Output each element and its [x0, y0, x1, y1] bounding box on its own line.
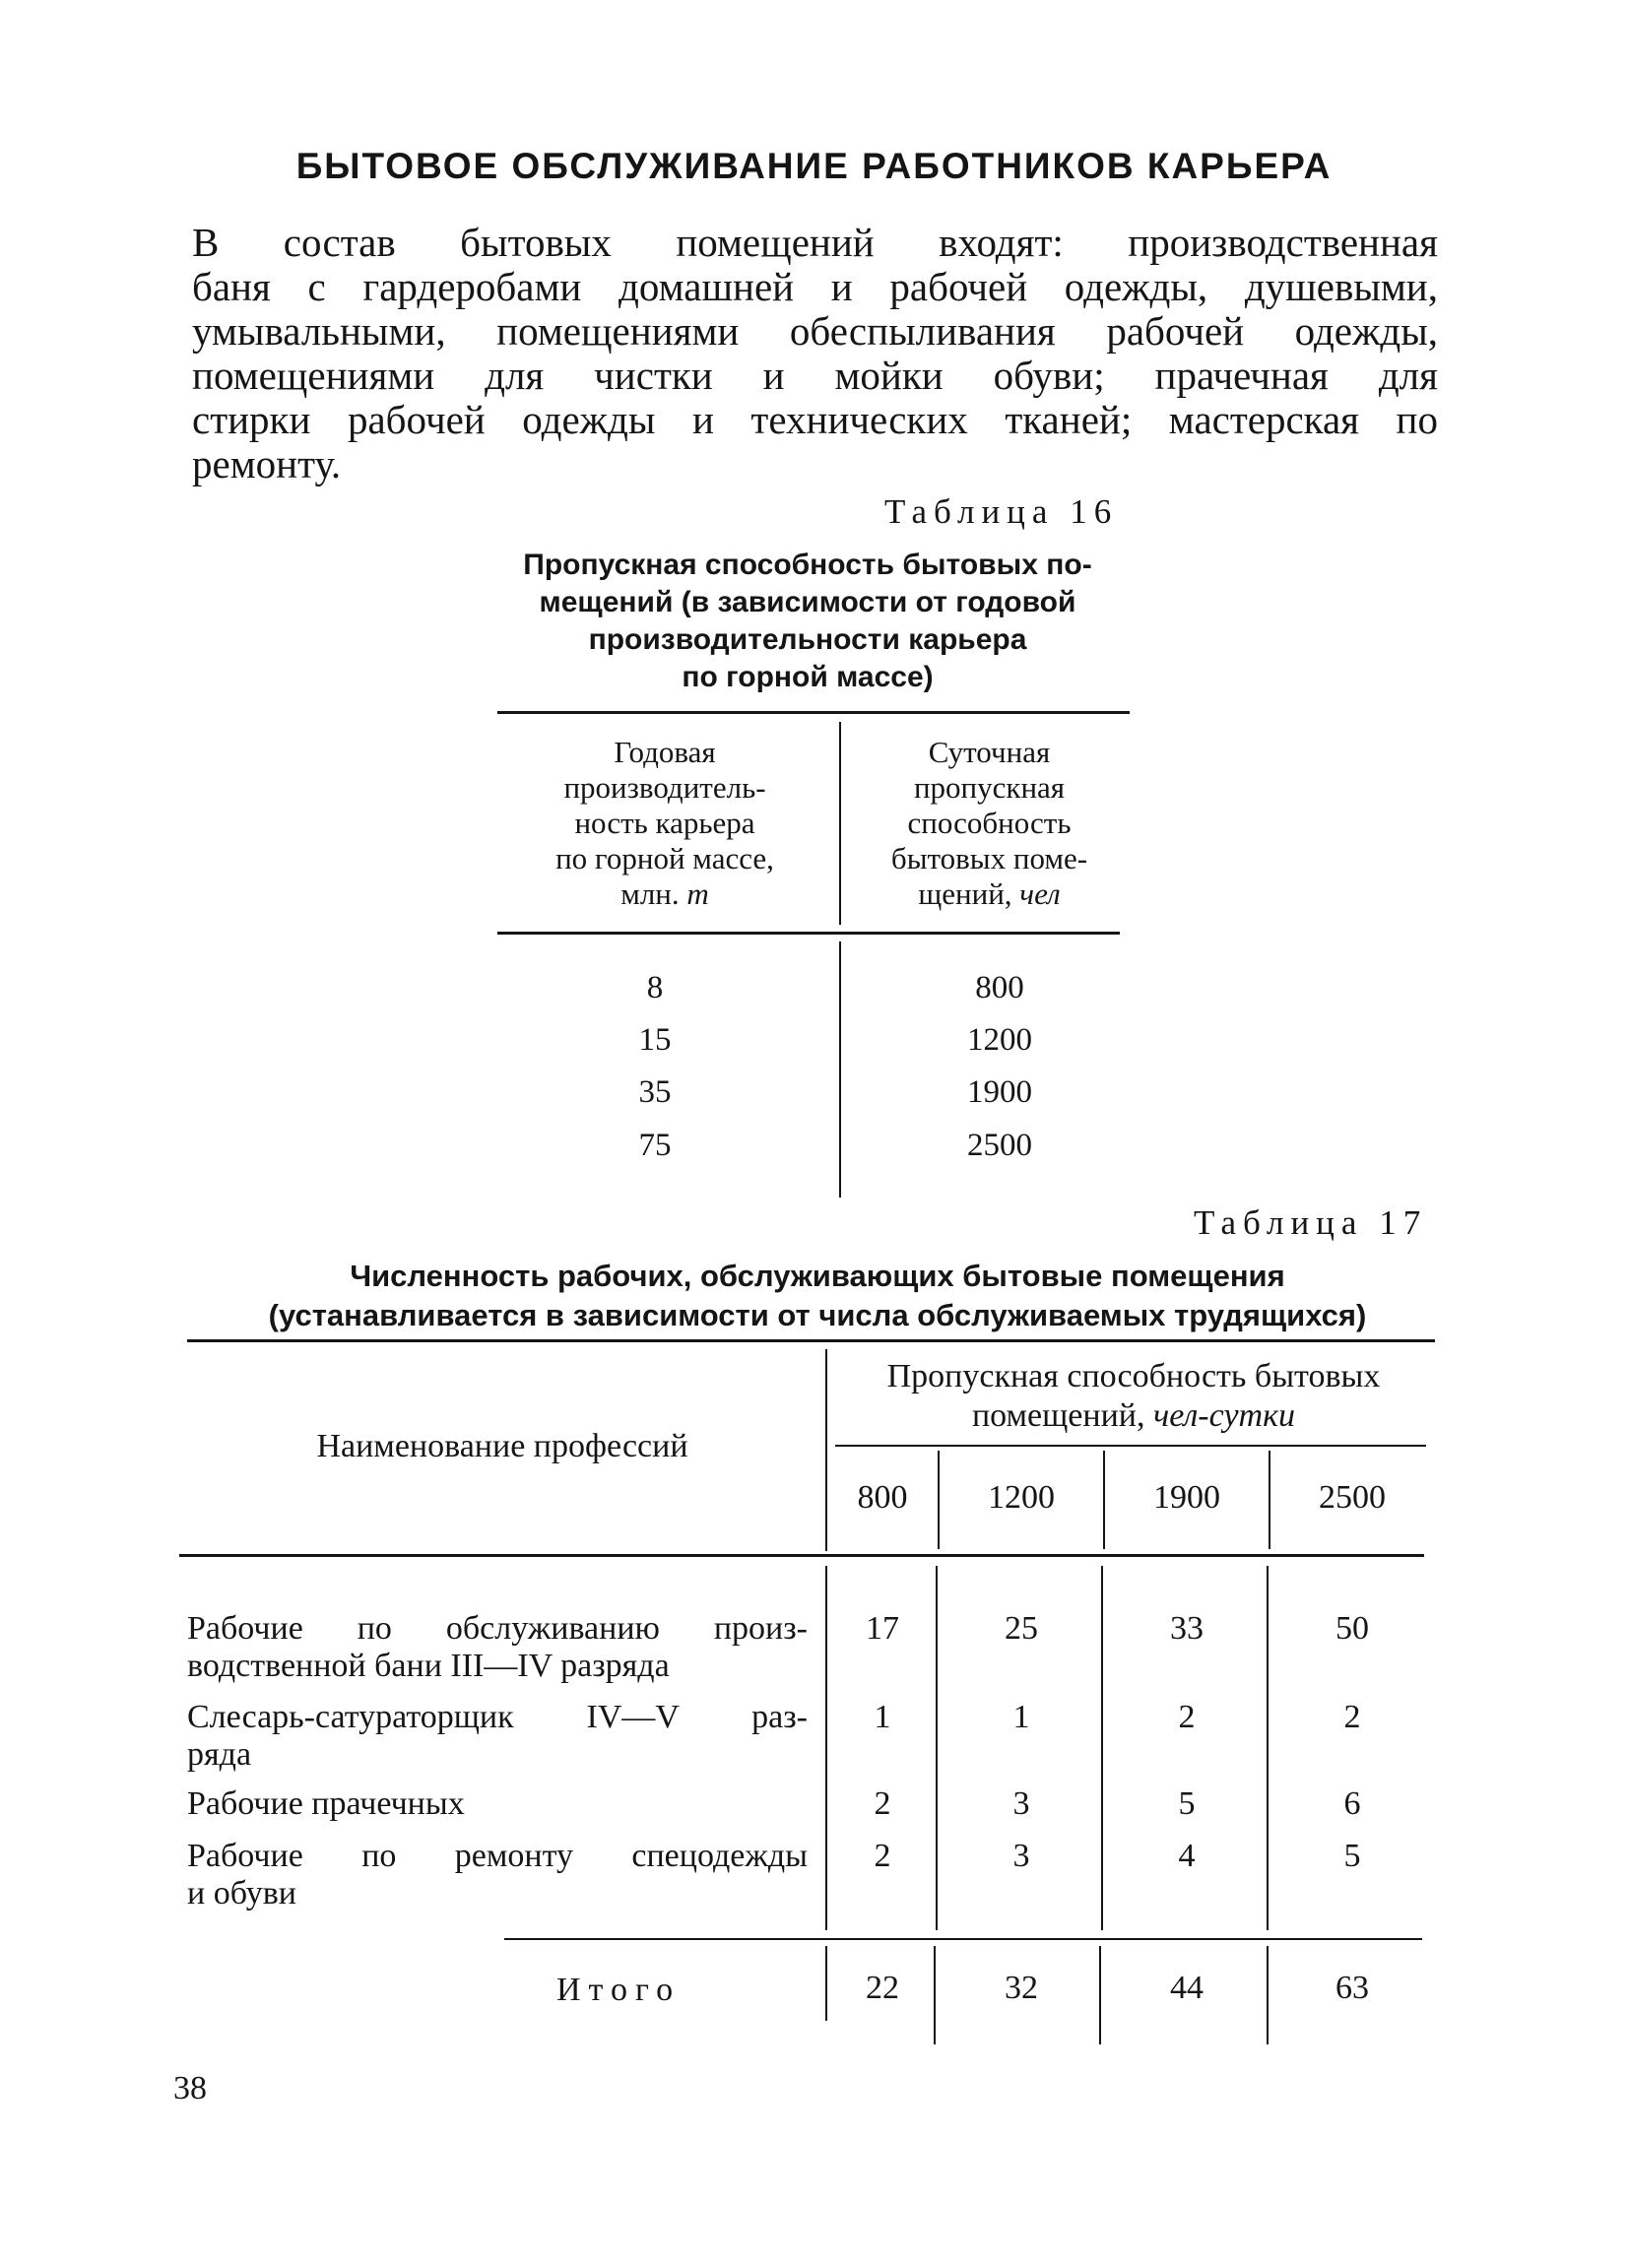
caption-line: мещений (в зависимости от годовой	[539, 586, 1076, 618]
unit-prefix: млн.	[620, 876, 680, 911]
table17-row-label	[187, 1838, 808, 1912]
header-line: производитель-	[563, 770, 766, 805]
table17-total-cell: 44	[1170, 1970, 1204, 2006]
caption-line: (устанавливается в зависимости от числа обслуживаемых трудящихся)	[268, 1298, 1367, 1332]
table17-profession-header: Наименование профессий	[316, 1428, 688, 1464]
header-line	[849, 876, 1130, 912]
caption-line: Численность рабочих, обслуживающих бытовые помещения	[350, 1259, 1285, 1293]
label-line: Рабочие по обслуживанию произ-	[187, 1610, 808, 1647]
table16-col2-header	[849, 735, 1130, 912]
table17-cell: 50	[1335, 1610, 1369, 1647]
label-line: Рабочие по ремонту спецодежды	[187, 1838, 808, 1874]
table17-header-rule	[179, 1554, 1424, 1557]
caption-line: Пропускная способность бытовых по-	[523, 549, 1092, 581]
header-line: ность карьера	[574, 806, 755, 840]
label-line: Рабочие прачечных	[187, 1785, 465, 1822]
table17-caption	[158, 1257, 1477, 1335]
paragraph-line: баня с гардеробами домашней и рабочей одежды, душевыми,	[192, 264, 1438, 309]
table17-column-header: 1900	[1153, 1479, 1220, 1516]
table17-total-label: Итого	[556, 1972, 682, 2008]
table17-body-divider	[825, 1566, 827, 1930]
table17-total-cell: 63	[1335, 1970, 1369, 2006]
table17-cell: 2	[874, 1785, 891, 1822]
table17-subheader-rule	[835, 1445, 1426, 1447]
table17-cell: 1	[1012, 1699, 1030, 1735]
unit-prefix: щений,	[918, 876, 1012, 911]
table17-cell: 3	[1012, 1785, 1030, 1822]
table17-total-cell: 32	[1005, 1970, 1038, 2006]
table17-cell: 2	[874, 1838, 891, 1874]
table17-cell: 25	[1005, 1610, 1038, 1647]
table16-header-rule	[497, 932, 1120, 935]
header-line: бытовых поме-	[890, 841, 1088, 875]
table17-column-header: 2500	[1319, 1479, 1386, 1516]
paragraph-line: В состав бытовых помещений входят: производственная	[192, 220, 1438, 265]
table17-cell: 3	[1012, 1838, 1030, 1874]
table17-column-header: 800	[857, 1479, 908, 1516]
table17-cell: 17	[866, 1610, 899, 1647]
table17-column-header: 1200	[988, 1479, 1055, 1516]
table17-cell: 5	[1343, 1838, 1361, 1874]
table17-capacity-header	[832, 1357, 1435, 1436]
table17-cell: 5	[1178, 1785, 1196, 1822]
table16-caption	[463, 547, 1152, 696]
paragraph-line: стирки рабочей одежды и технических тканей; мастерская по	[192, 397, 1438, 442]
unit-prefix: помещений,	[971, 1397, 1145, 1434]
paragraph-line: умывальными, помещениями обеспыливания рабочей одежды,	[192, 308, 1438, 354]
table17-total-divider	[825, 1946, 827, 2021]
unit: чел-сутки	[1152, 1397, 1296, 1434]
unit: чел	[1019, 876, 1061, 911]
table16-output: 35	[638, 1074, 672, 1110]
table16-capacity: 1200	[967, 1022, 1032, 1058]
header-line: по горной массе,	[555, 841, 774, 875]
section-heading: БЫТОВОЕ ОБСЛУЖИВАНИЕ РАБОТНИКОВ КАРЬЕРА	[295, 146, 1333, 186]
header-line	[832, 1396, 1435, 1436]
table16-body-divider	[839, 941, 841, 1198]
table17-row-label	[187, 1699, 808, 1774]
table17-header-divider	[825, 1349, 827, 1551]
table17-top-rule	[187, 1339, 1435, 1342]
table16-header-divider	[839, 722, 841, 925]
table16-label: Таблица 16	[884, 492, 1119, 531]
header-line: Пропускная способность бытовых	[886, 1358, 1381, 1394]
table17-cell: 1	[874, 1699, 891, 1735]
header-line: способность	[907, 806, 1072, 840]
label-line: ряда	[187, 1736, 252, 1773]
table16-output: 8	[646, 970, 664, 1005]
caption-line: по горной массе)	[682, 661, 934, 693]
table17-cell: 2	[1343, 1699, 1361, 1735]
table16-output: 15	[638, 1022, 672, 1058]
table16-capacity: 1900	[967, 1074, 1032, 1110]
table16-capacity: 800	[975, 970, 1024, 1005]
unit: т	[686, 876, 709, 911]
table17-label: Таблица 17	[1194, 1203, 1428, 1242]
header-line: Суточная	[928, 735, 1051, 769]
table17-total-rule	[504, 1938, 1422, 1940]
header-line	[497, 876, 832, 912]
label-line: Слесарь-сатураторщик IV—V раз-	[187, 1699, 808, 1735]
page-number: 38	[173, 2070, 207, 2106]
table17-cell: 2	[1178, 1699, 1196, 1735]
label-line: и обуви	[187, 1875, 296, 1912]
caption-line: производительности карьера	[588, 623, 1027, 656]
paragraph-line: ремонту.	[192, 441, 342, 486]
header-line: Годовая	[614, 735, 716, 769]
table17-body-divider	[936, 1566, 938, 1930]
table17-row-label	[187, 1785, 808, 1823]
table17-cell: 33	[1170, 1610, 1204, 1647]
table17-total-cell: 22	[866, 1970, 899, 2006]
table16-top-rule	[497, 711, 1130, 714]
header-line: пропускная	[913, 770, 1066, 805]
table17-cell: 4	[1178, 1838, 1196, 1874]
table16-col1-header	[497, 735, 832, 912]
table17-cell: 6	[1343, 1785, 1361, 1822]
table16-capacity: 2500	[967, 1128, 1032, 1163]
paragraph-line: помещениями для чистки и мойки обуви; прачечная для	[192, 353, 1438, 398]
table17-row-label	[187, 1610, 808, 1685]
table16-output: 75	[638, 1128, 672, 1163]
label-line: водственной бани III—IV разряда	[187, 1648, 670, 1684]
